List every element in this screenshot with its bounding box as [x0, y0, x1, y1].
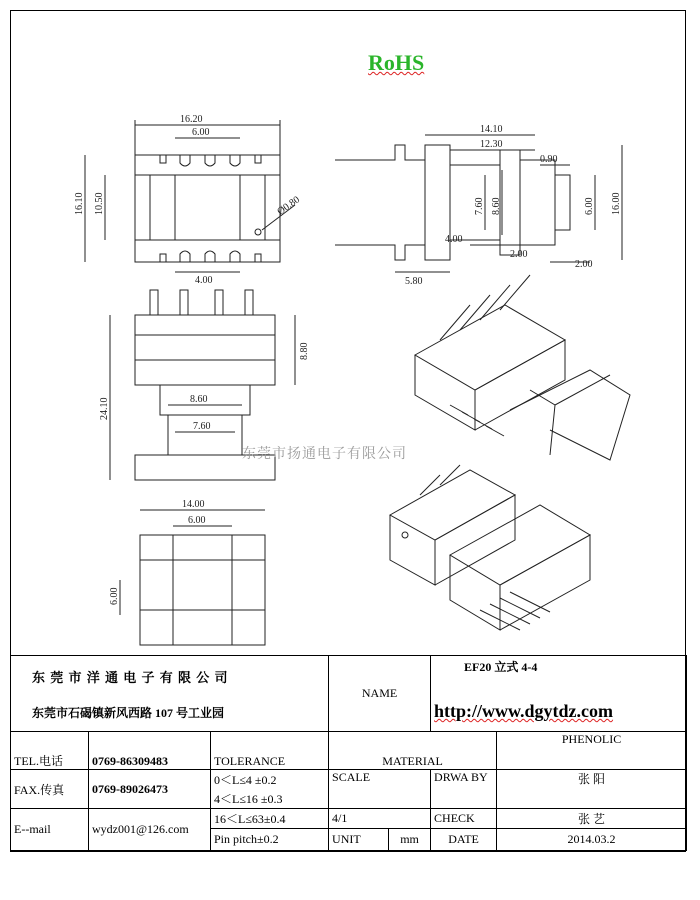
dim-side-h4: 16.00	[611, 192, 622, 215]
bottom-view	[120, 510, 265, 645]
company-name: 东 莞 市 洋 通 电 子 有 限 公 司	[32, 669, 229, 685]
tolerance-row-2: 4＜L≤16 ±0.3	[214, 792, 283, 806]
dim-side-w2: 12.30	[480, 139, 503, 150]
part-name: EF20 立式 4-4	[464, 660, 538, 674]
company-cell	[11, 656, 329, 732]
dim-side-h2: 8.60	[491, 197, 502, 215]
fax-label: FAX.传真	[11, 770, 89, 809]
company-address: 东莞市石碣镇新风西路 107 号工业园	[32, 705, 225, 720]
dim-side-b1: 4.00	[445, 234, 463, 245]
material-label: MATERIAL	[329, 732, 497, 770]
dim-front-h2: 24.10	[99, 397, 110, 420]
dim-front-w1: 8.60	[190, 394, 208, 405]
watermark: 东莞市扬通电子有限公司	[242, 446, 407, 462]
drawn-value: 张 阳	[497, 770, 687, 809]
dim-top-width: 16.20	[180, 114, 203, 125]
fax-value: 0769-89026473	[89, 770, 211, 809]
tolerance-row-1: 0＜L≤4 ±0.2	[214, 773, 277, 787]
dim-bottom-w2: 6.00	[188, 515, 206, 526]
dim-bottom-w1: 14.00	[182, 499, 205, 510]
tolerance-values	[211, 770, 329, 809]
dim-side-b2: 2.00	[510, 249, 528, 260]
dim-top-bottom: 4.00	[195, 275, 213, 286]
website-link[interactable]: http://www.dgytdz.com	[434, 701, 614, 721]
tel-value: 0769-86309483	[89, 732, 211, 770]
tolerance-row-3: 16＜L≤63±0.4	[211, 809, 329, 829]
check-value: 张 艺	[497, 809, 687, 829]
technical-drawing	[10, 10, 686, 655]
check-label: CHECK	[431, 809, 497, 829]
name-label: NAME	[329, 656, 431, 732]
dim-front-w2: 7.60	[193, 421, 211, 432]
email-value: wydz001@126.com	[89, 809, 211, 851]
dim-side-b3: 2.00	[575, 259, 593, 270]
scale-label: SCALE	[329, 770, 431, 809]
scale-value: 4/1	[329, 809, 431, 829]
title-block	[10, 655, 687, 851]
dim-top-height: 16.10	[74, 192, 85, 215]
isometric-view-bottom	[390, 465, 590, 630]
dim-front-h1: 8.80	[299, 342, 310, 360]
email-label: E--mail	[11, 809, 89, 851]
dim-top-inner-height: 10.50	[94, 192, 105, 215]
isometric-view-top	[415, 275, 630, 460]
name-cell	[431, 656, 687, 732]
top-view	[85, 120, 295, 272]
pin-pitch: Pin pitch±0.2	[211, 829, 329, 851]
date-value: 2014.03.2	[497, 829, 687, 851]
drawn-label: DRWA BY	[431, 770, 497, 809]
unit-label: UNIT	[329, 829, 389, 851]
date-label: DATE	[431, 829, 497, 851]
material-value: PHENOLIC	[497, 732, 687, 770]
dim-bottom-h: 6.00	[109, 587, 120, 605]
dim-side-h3: 6.00	[584, 197, 595, 215]
dim-hole: Ø0.80	[275, 194, 302, 218]
unit-value: mm	[389, 829, 431, 851]
dim-side-h1: 7.60	[474, 197, 485, 215]
dim-side-w1: 14.10	[480, 124, 503, 135]
dim-side-t: 0.90	[540, 154, 558, 165]
dim-top-inner: 6.00	[192, 127, 210, 138]
rohs-title: RoHS	[368, 50, 425, 75]
tel-label: TEL.电话	[11, 732, 89, 770]
tolerance-label: TOLERANCE	[211, 732, 329, 770]
dim-side-b4: 5.80	[405, 276, 423, 287]
